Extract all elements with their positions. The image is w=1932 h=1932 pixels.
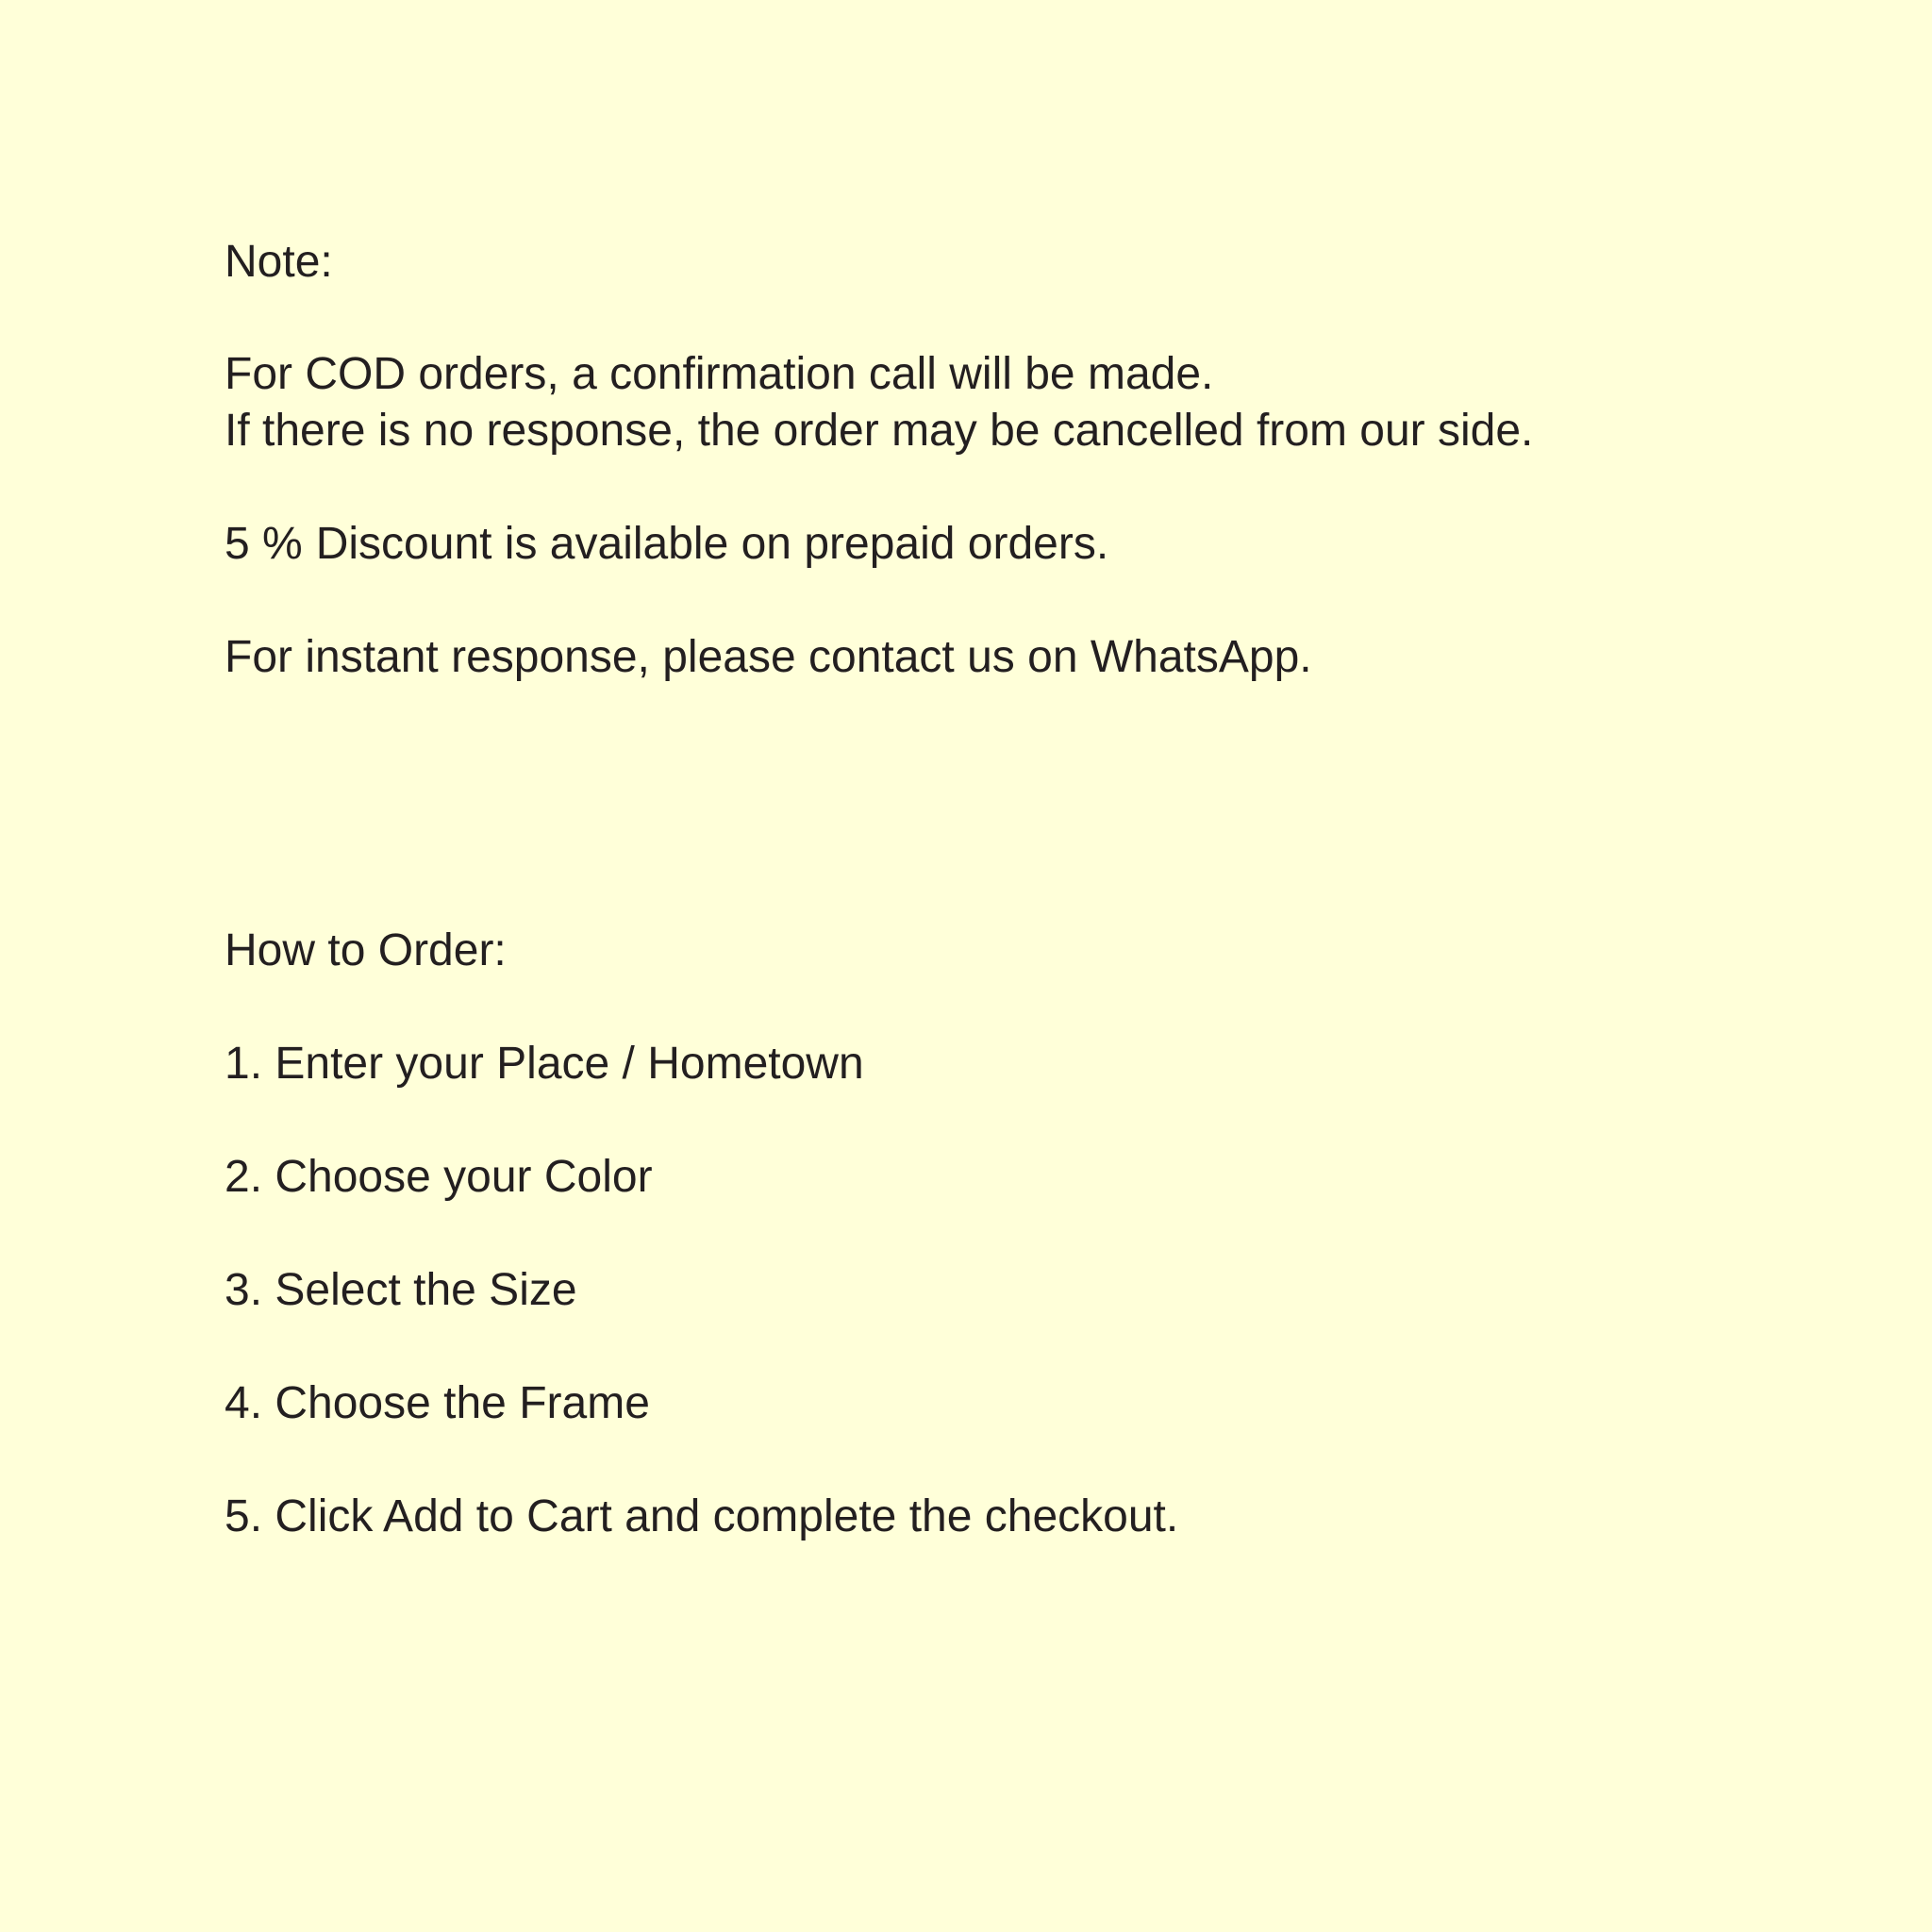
whatsapp-contact-text: For instant response, please contact us on WhatsApp. (225, 632, 1312, 682)
cod-confirmation-text: For COD orders, a confirmation call will be made. (225, 349, 1214, 399)
order-step: 1. Enter your Place / Hometown (225, 1039, 864, 1089)
discount-percent: 5 % (225, 519, 303, 569)
how-to-order-heading: How to Order: (225, 925, 507, 975)
order-step: 2. Choose your Color (225, 1152, 653, 1202)
discount-line (225, 516, 1108, 573)
cod-cancellation-text: If there is no response, the order may be cancelled from our side. (225, 406, 1534, 456)
discount-text: Discount is available on prepaid orders. (315, 519, 1109, 569)
order-step: 4. Choose the Frame (225, 1378, 650, 1428)
note-heading: Note: (225, 237, 333, 287)
order-step: 5. Click Add to Cart and complete the checkout. (225, 1491, 1179, 1541)
order-step: 3. Select the Size (225, 1265, 577, 1315)
